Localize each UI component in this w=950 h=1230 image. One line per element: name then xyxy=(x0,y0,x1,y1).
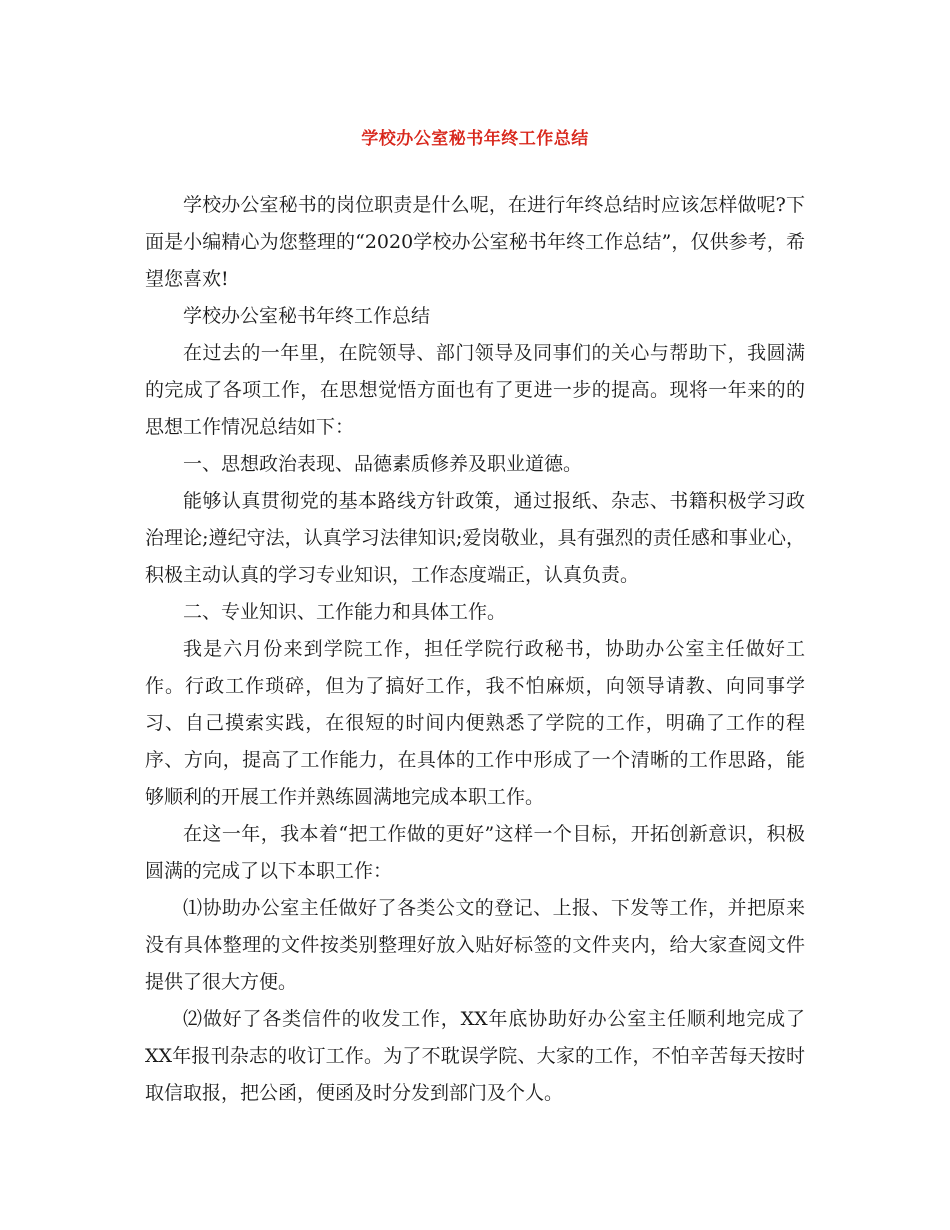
paragraph: 在这一年，我本着“把工作做的更好”这样一个目标，开拓创新意识，积极圆满的完成了以下本职工作： xyxy=(145,823,805,882)
paragraph: 在过去的一年里，在院领导、部门领导及同事们的关心与帮助下，我圆满的完成了各项工作，在思想觉悟方面也有了更进一步的提高。现将一年来的的思想工作情况总结如下： xyxy=(145,342,805,438)
paragraph: 一、思想政治表现、品德素质修养及职业道德。 xyxy=(183,453,583,475)
document-title: 学校办公室秘书年终工作总结 xyxy=(361,129,589,149)
paragraph: ⑵做好了各类信件的收发工作，XX年底协助好办公室主任顺利地完成了XX年报刊杂志的收订工作。为了不耽误学院、大家的工作，不怕辛苦每天按时取信取报，把公函，便函及时分发到部门及个人。 xyxy=(145,1008,805,1104)
paragraph: 二、专业知识、工作能力和具体工作。 xyxy=(183,601,507,623)
paragraph: 学校办公室秘书年终工作总结 xyxy=(183,305,431,327)
paragraph: 能够认真贯彻党的基本路线方针政策，通过报纸、杂志、书籍积极学习政治理论;遵纪守法，认真学习法律知识;爱岗敬业，具有强烈的责任感和事业心，积极主动认真的学习专业知识，工作态度端正，认真负责。 xyxy=(145,490,805,586)
paragraph: ⑴协助办公室主任做好了各类公文的登记、上报、下发等工作，并把原来没有具体整理的文件按类别整理好放入贴好标签的文件夹内，给大家查阅文件提供了很大方便。 xyxy=(145,897,805,993)
paragraph: 学校办公室秘书的岗位职责是什么呢，在进行年终总结时应该怎样做呢?下面是小编精心为您整理的“2020学校办公室秘书年终工作总结”，仅供参考，希望您喜欢! xyxy=(145,194,805,290)
document-body xyxy=(145,187,805,1112)
paragraph: 我是六月份来到学院工作，担任学院行政秘书，协助办公室主任做好工作。行政工作琐碎，但为了搞好工作，我不怕麻烦，向领导请教、向同事学习、自己摸索实践，在很短的时间内便熟悉了学院的工作，明确了工作的程序、方向，提高了工作能力，在具体的工作中形成了一个清晰的工作思路，能够顺利的开展工作并熟练圆满地完成本职工作。 xyxy=(145,638,805,808)
